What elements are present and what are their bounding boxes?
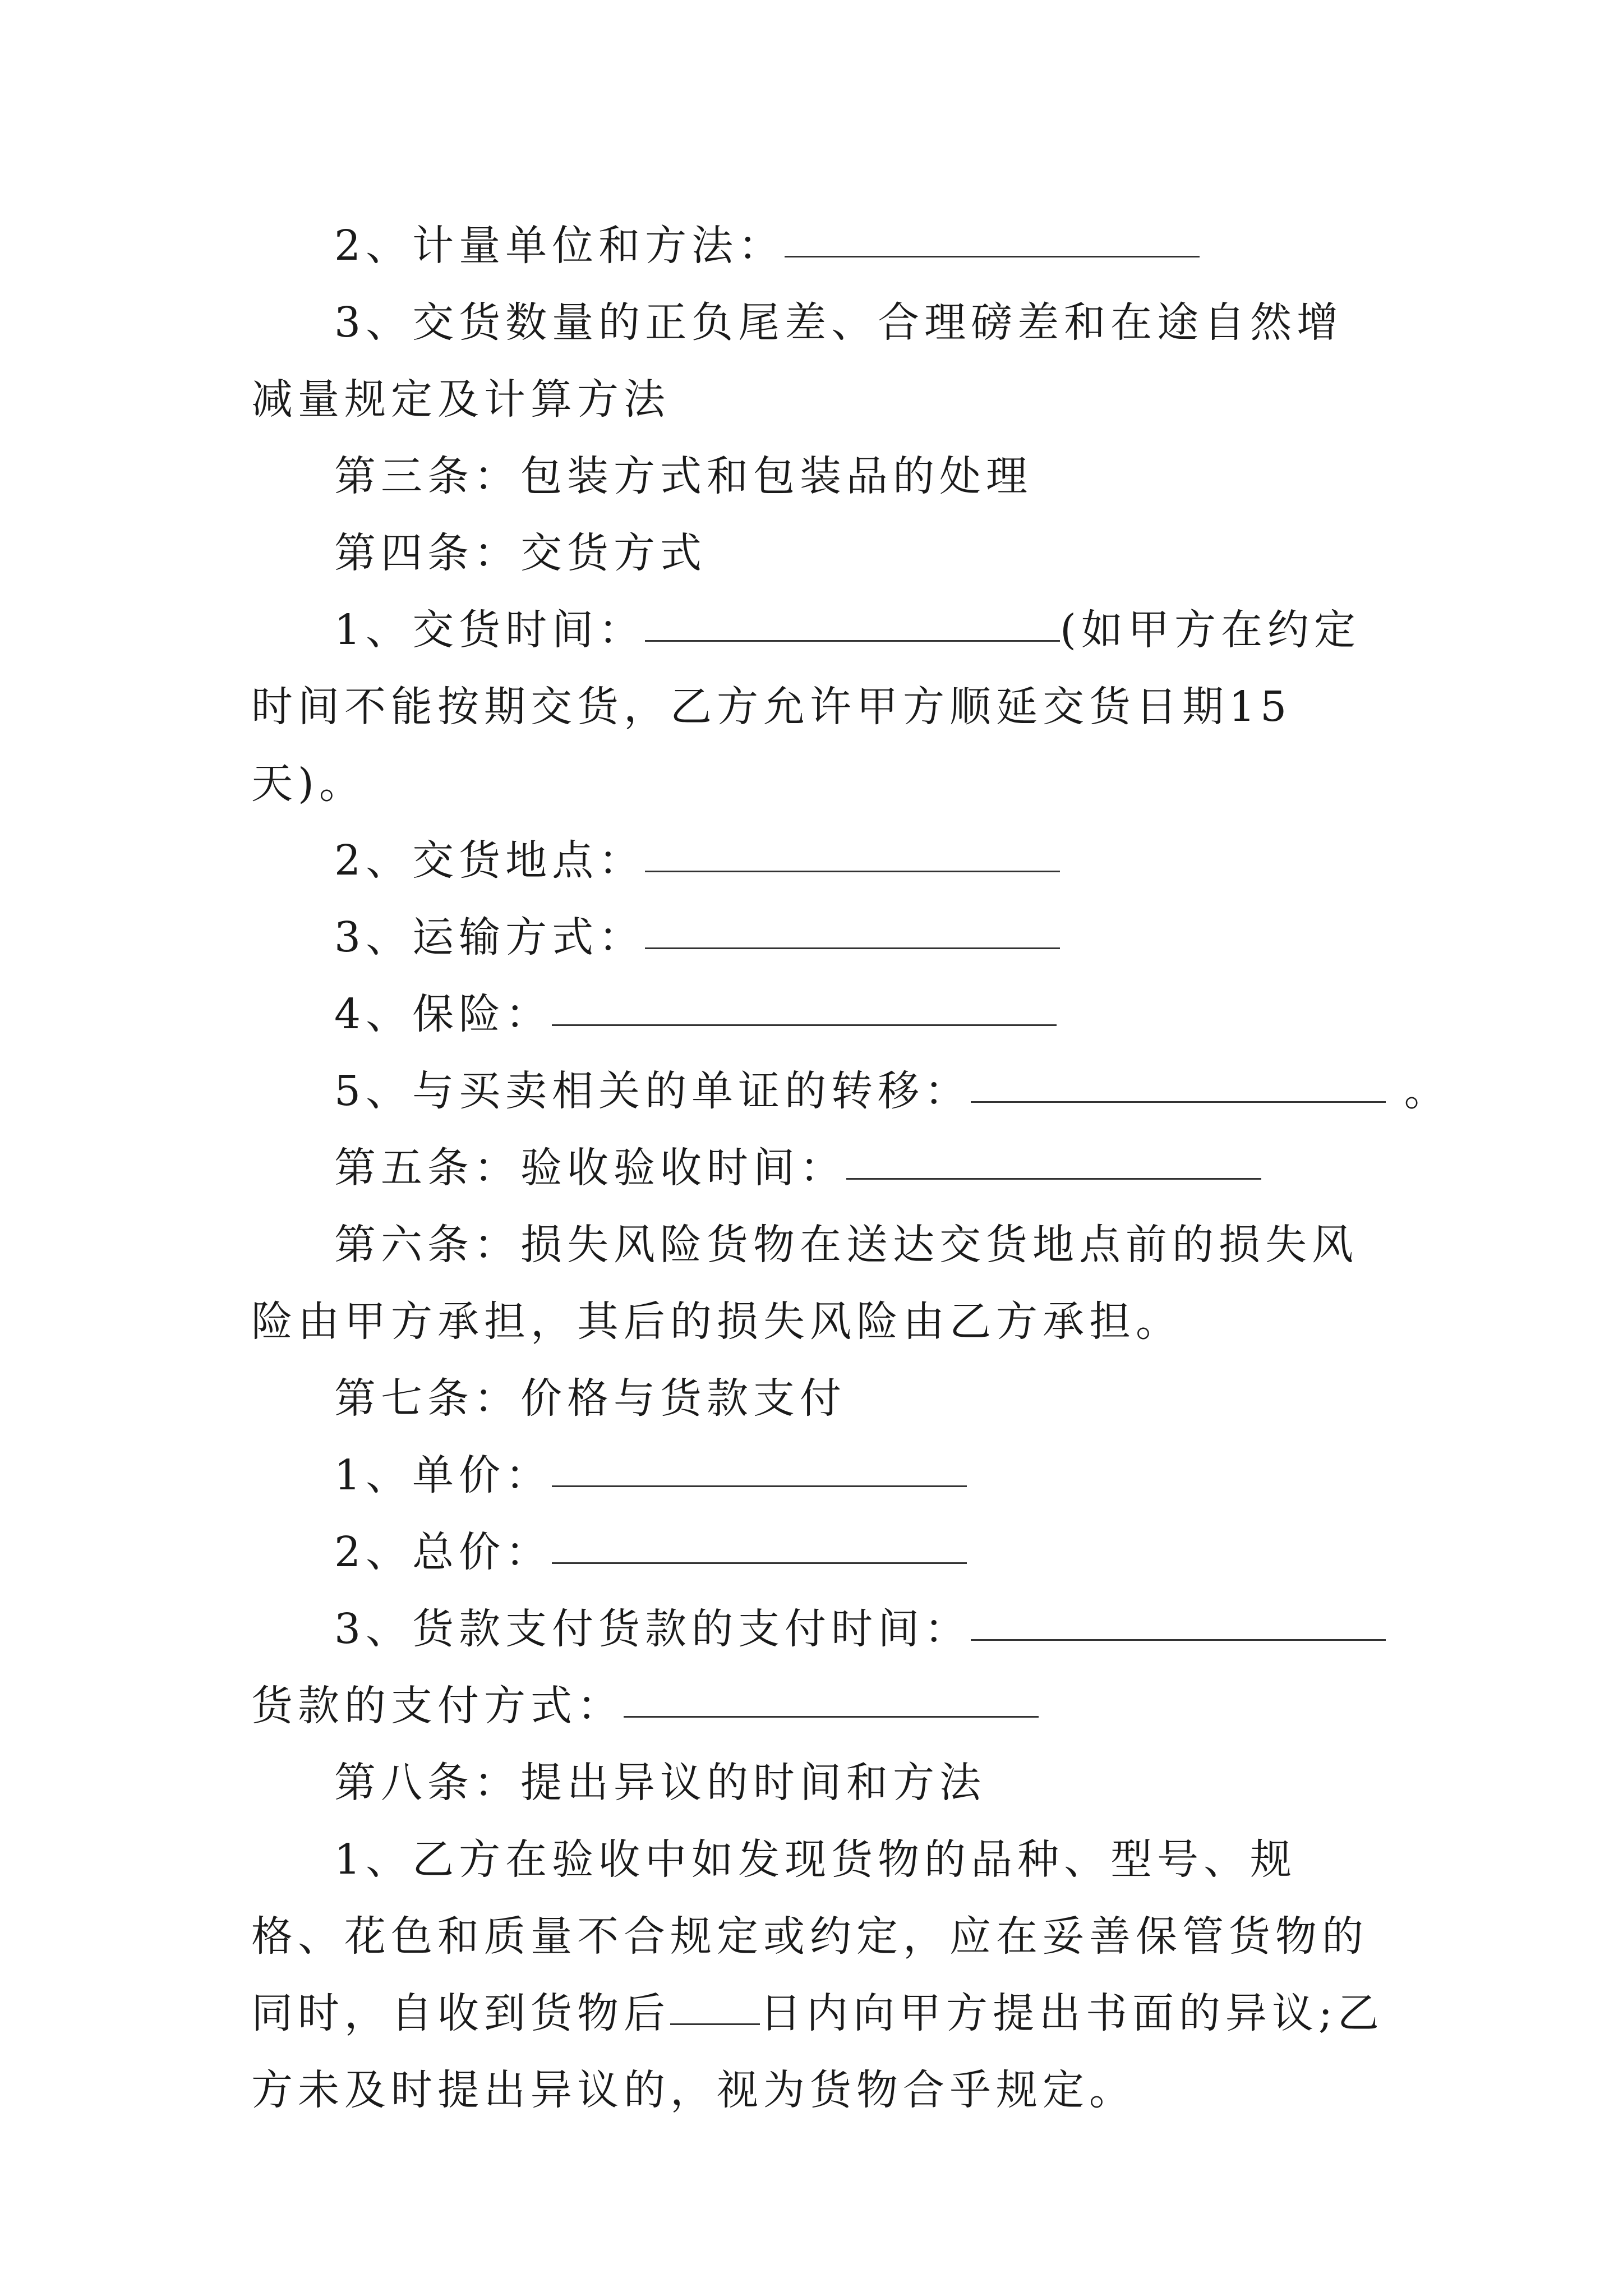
clause-text: 3、运输方式： bbox=[334, 913, 645, 961]
clause-text: 4、保险： bbox=[334, 990, 552, 1038]
clause-text: 1、乙方在验收中如发现货物的品种、型号、规格、花色和质量不合规定或约定，应在妥善保管货物的同时，自收到货物后 bbox=[251, 1835, 1368, 2037]
clause-text: 。 bbox=[1386, 1067, 1451, 1115]
fill-blank bbox=[645, 871, 1060, 872]
clause-text: 3、货款支付货款的支付时间： bbox=[334, 1605, 971, 1653]
article-5-heading bbox=[251, 1130, 1387, 1207]
clause-text: 5、与买卖相关的单证的转移： bbox=[334, 1067, 971, 1115]
clause-quantity-tolerance: 3、交货数量的正负尾差、合理磅差和在途自然增减量规定及计算方法 bbox=[251, 298, 1344, 424]
clause-total-price bbox=[251, 1514, 1387, 1591]
fill-blank bbox=[645, 640, 1060, 642]
clause-text: 货款的支付方式： bbox=[251, 1682, 624, 1730]
clause-documents-transfer bbox=[251, 1053, 1451, 1130]
fill-blank bbox=[552, 1024, 1057, 1026]
clause-text: (如甲方在约定时间不能按期交货，乙方允许甲方顺延交货日期15天)。 bbox=[251, 606, 1361, 808]
clause-payment bbox=[251, 1591, 1387, 1745]
fill-blank bbox=[971, 1101, 1386, 1103]
article-6-text: 第六条：损失风险货物在送达交货地点前的损失风险由甲方承担，其后的损失风险由乙方承担。 bbox=[251, 1221, 1358, 1346]
fill-blank bbox=[552, 1485, 967, 1487]
clause-objection bbox=[251, 1821, 1387, 2129]
clause-measurement bbox=[251, 208, 1387, 284]
fill-blank bbox=[624, 1716, 1039, 1718]
fill-blank bbox=[785, 256, 1200, 257]
clause-text: 2、交货地点： bbox=[334, 836, 645, 885]
clause-text: 第五条：验收验收时间： bbox=[334, 1144, 846, 1192]
clause-insurance bbox=[251, 976, 1387, 1053]
clause-transport bbox=[251, 899, 1387, 976]
fill-blank bbox=[971, 1639, 1386, 1641]
article-8-heading: 第八条：提出异议的时间和方法 bbox=[334, 1759, 986, 1807]
clause-text: 2、计量单位和方法： bbox=[334, 222, 785, 270]
clause-delivery-place bbox=[251, 822, 1387, 899]
clause-text: 日内向甲方提出书面的异议;乙方未及时提出异议的，视为货物合乎规定。 bbox=[251, 1989, 1384, 2114]
fill-blank bbox=[670, 2023, 760, 2025]
fill-blank bbox=[552, 1562, 967, 1564]
fill-blank bbox=[645, 947, 1060, 949]
article-4-heading: 第四条：交货方式 bbox=[334, 529, 707, 577]
clause-delivery-time bbox=[251, 592, 1387, 822]
clause-text: 1、交货时间： bbox=[334, 606, 645, 654]
document-body bbox=[251, 208, 1451, 2129]
clause-text: 2、总价： bbox=[334, 1528, 552, 1576]
clause-text: 1、单价： bbox=[334, 1451, 552, 1499]
fill-blank bbox=[846, 1178, 1261, 1180]
article-3-heading: 第三条：包装方式和包装品的处理 bbox=[334, 452, 1032, 500]
clause-unit-price bbox=[251, 1437, 1387, 1514]
article-7-heading: 第七条：价格与货款支付 bbox=[334, 1374, 846, 1423]
